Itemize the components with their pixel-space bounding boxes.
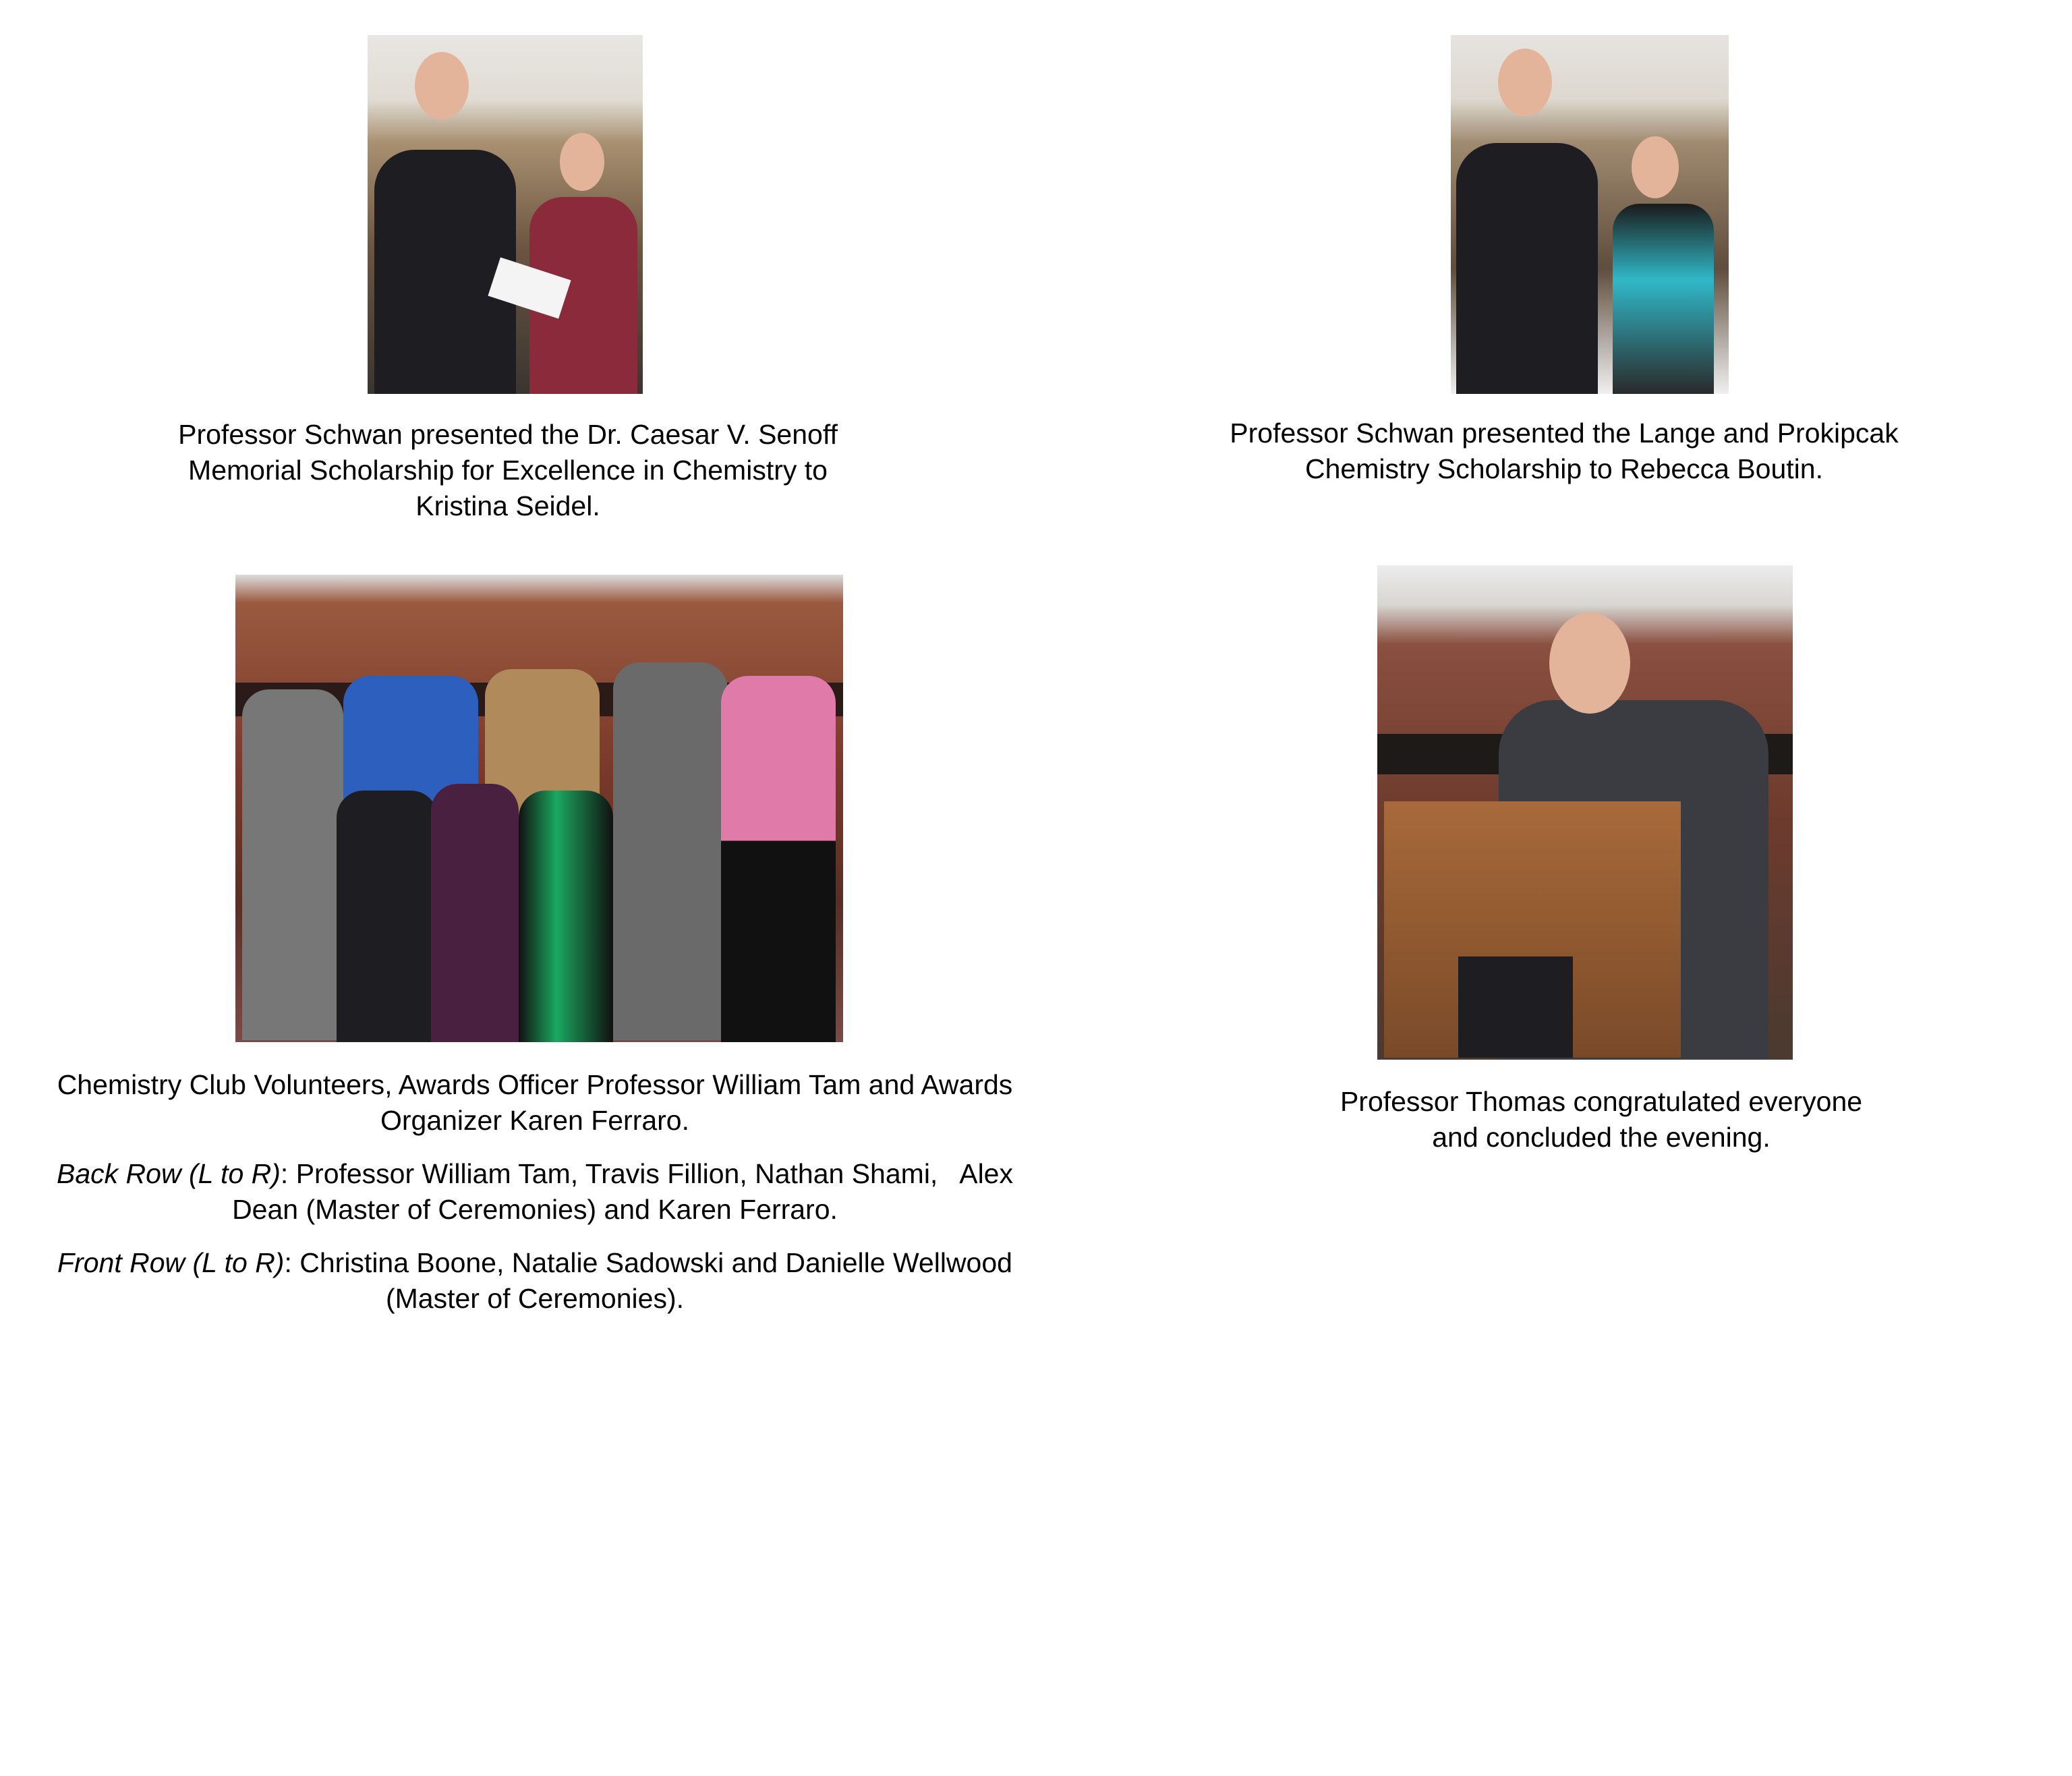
photo-schwan-boutin (1451, 35, 1729, 394)
caption-lange-scholarship (1159, 416, 1969, 487)
person-front (519, 791, 613, 1042)
person-suit (1456, 143, 1598, 394)
person-face (1549, 612, 1630, 714)
front-row-label: Front Row (L to R) (57, 1247, 285, 1278)
front-row-names-cont: (Master of Ceremonies). (385, 1283, 684, 1314)
back-row-label: Back Row (L to R) (57, 1158, 281, 1189)
person-front (337, 791, 438, 1042)
caption-intro (2, 1067, 1068, 1139)
photo-schwan-seidel (368, 35, 643, 394)
caption-senoff-scholarship (103, 417, 913, 524)
caption-volunteers (2, 1067, 1068, 1334)
caption-line: Chemistry Club Volunteers, Awards Officer Professor William Tam and Awards (57, 1069, 1013, 1100)
caption-line: and concluded the evening. (1432, 1122, 1771, 1153)
photo-thomas-podium (1377, 565, 1793, 1060)
speaker (1458, 956, 1573, 1058)
person (242, 689, 343, 1040)
caption-back-row (2, 1156, 1068, 1228)
person-grey-suit (613, 662, 728, 1040)
back-row-names-cont: Dean (Master of Ceremonies) and Karen Ferraro. (232, 1194, 838, 1225)
person-face (560, 133, 604, 191)
person-pink-jacket (721, 676, 836, 1042)
person-face (415, 52, 469, 119)
person-front (431, 784, 519, 1042)
caption-line: Professor Schwan presented the Lange and Prokipcak (1230, 418, 1899, 449)
caption-line: Kristina Seidel. (415, 490, 600, 521)
caption-line: Organizer Karen Ferraro. (380, 1105, 689, 1136)
back-row-names: : Professor William Tam, Travis Fillion, Nathan Shami, Alex (280, 1158, 1013, 1189)
photo-volunteers-group (235, 575, 843, 1042)
caption-line: Professor Thomas congratulated everyone (1340, 1086, 1863, 1117)
caption-thomas (1264, 1084, 1938, 1155)
caption-line: Professor Schwan presented the Dr. Caesar V. Senoff (178, 419, 838, 450)
person-top (1613, 204, 1714, 394)
person-suit (374, 150, 516, 394)
person-face (1498, 49, 1552, 116)
caption-front-row (2, 1245, 1068, 1317)
caption-line: Memorial Scholarship for Excellence in Chemistry to (188, 455, 828, 486)
front-row-names: : Christina Boone, Natalie Sadowski and Danielle Wellwood (284, 1247, 1012, 1278)
person-face (1632, 136, 1679, 198)
caption-line: Chemistry Scholarship to Rebecca Boutin. (1305, 453, 1823, 484)
